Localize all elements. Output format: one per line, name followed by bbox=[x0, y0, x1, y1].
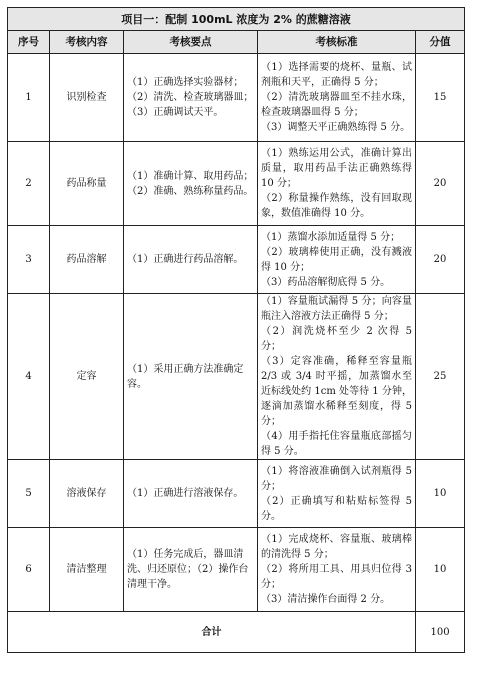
table-row bbox=[8, 294, 465, 460]
header-row bbox=[8, 31, 465, 54]
total-score: 100 bbox=[416, 612, 465, 653]
standard-item: （3）调整天平正确熟练得 5 分。 bbox=[261, 122, 411, 133]
total-label: 合计 bbox=[8, 612, 416, 653]
standard-item: （3）药品溶解彻底得 5 分。 bbox=[261, 276, 391, 288]
row-standard bbox=[258, 294, 416, 460]
standard-item: （1）容量瓶试漏得 5 分；向容量瓶注入溶液方法正确得 5 分； bbox=[261, 296, 412, 322]
standard-item: （2）玻璃棒使用正确，没有溅液得 10 分； bbox=[261, 246, 412, 273]
standard-item: （2）将所用工具、用具归位得 3 分； bbox=[261, 564, 412, 590]
header-score: 分值 bbox=[416, 31, 465, 54]
row-score: 25 bbox=[416, 294, 465, 460]
row-content: 药品称量 bbox=[50, 142, 124, 226]
header-no: 序号 bbox=[8, 31, 50, 54]
standard-item: （1）蒸馏水添加适量得 5 分； bbox=[261, 231, 401, 243]
row-points: （1）准确计算、取用药品；（2）准确、熟练称量药品。 bbox=[124, 142, 258, 226]
row-points: （1）任务完成后，器皿清洗、归还原位；（2）操作台清理干净。 bbox=[124, 528, 258, 612]
standard-item: （3）清洁操作台面得 2 分。 bbox=[261, 594, 391, 605]
standard-item: （1）将溶液准确倒入试剂瓶得 5 分； bbox=[261, 465, 412, 492]
table-row bbox=[8, 528, 465, 612]
table-row bbox=[8, 460, 465, 528]
row-number: 1 bbox=[8, 54, 50, 142]
row-standard bbox=[258, 460, 416, 528]
table-title: 项目一：配制 100mL 浓度为 2% 的蔗糖溶液 bbox=[8, 8, 465, 31]
row-content: 清洁整理 bbox=[50, 528, 124, 612]
row-number: 6 bbox=[8, 528, 50, 612]
row-score: 20 bbox=[416, 142, 465, 226]
total-row bbox=[8, 612, 465, 653]
assessment-table bbox=[7, 7, 465, 653]
row-content: 溶液保存 bbox=[50, 460, 124, 528]
row-standard bbox=[258, 54, 416, 142]
standard-item: （2）称量操作熟练，没有回取现象，数值准确得 10 分。 bbox=[261, 193, 412, 219]
standard-item: （1）熟练运用公式，准确计算出质量，取用药品手法正确熟练得 10 分； bbox=[261, 148, 412, 189]
row-content: 定容 bbox=[50, 294, 124, 460]
table-row bbox=[8, 226, 465, 294]
table-row bbox=[8, 142, 465, 226]
row-content: 识别检查 bbox=[50, 54, 124, 142]
row-score: 10 bbox=[416, 460, 465, 528]
assessment-sheet bbox=[7, 7, 464, 653]
header-points: 考核要点 bbox=[124, 31, 258, 54]
row-score: 15 bbox=[416, 54, 465, 142]
row-standard bbox=[258, 528, 416, 612]
row-content: 药品溶解 bbox=[50, 226, 124, 294]
title-row bbox=[8, 8, 465, 31]
row-number: 5 bbox=[8, 460, 50, 528]
standard-item: （3）定容准确，稀释至容量瓶 2/3 或 3/4 时平摇，加蒸馏水至近标线处约 1cm 处等待 1 分钟，逐滴加蒸馏水稀释至刻度，得 5 分； bbox=[261, 356, 412, 427]
row-standard bbox=[258, 226, 416, 294]
header-content: 考核内容 bbox=[50, 31, 124, 54]
standard-item: （2）正确填写和粘贴标签得 5 分。 bbox=[261, 495, 412, 522]
standard-item: （1）完成烧杯、容量瓶、玻璃棒的清洗得 5 分； bbox=[261, 534, 412, 560]
row-score: 20 bbox=[416, 226, 465, 294]
row-number: 4 bbox=[8, 294, 50, 460]
row-standard bbox=[258, 142, 416, 226]
row-score: 10 bbox=[416, 528, 465, 612]
standard-item: （2）清洗玻璃器皿至不挂水珠，检查玻璃器皿得 5 分； bbox=[261, 92, 412, 118]
row-points: （1）采用正确方法准确定容。 bbox=[124, 294, 258, 460]
header-standard: 考核标准 bbox=[258, 31, 416, 54]
standard-item: （2）润洗烧杯至少 2 次得 5 分； bbox=[261, 326, 412, 352]
row-points: （1）正确选择实验器材；（2）清洗、检查玻璃器皿；（3）正确调试天平。 bbox=[124, 54, 258, 142]
row-points: （1）正确进行溶液保存。 bbox=[124, 460, 258, 528]
row-number: 3 bbox=[8, 226, 50, 294]
row-points: （1）正确进行药品溶解。 bbox=[124, 226, 258, 294]
standard-item: （1）选择需要的烧杯、量瓶、试剂瓶和天平，正确得 5 分； bbox=[261, 62, 412, 88]
row-number: 2 bbox=[8, 142, 50, 226]
standard-item: （4）用手指托住容量瓶底部摇匀得 5 分。 bbox=[261, 431, 412, 457]
table-row bbox=[8, 54, 465, 142]
